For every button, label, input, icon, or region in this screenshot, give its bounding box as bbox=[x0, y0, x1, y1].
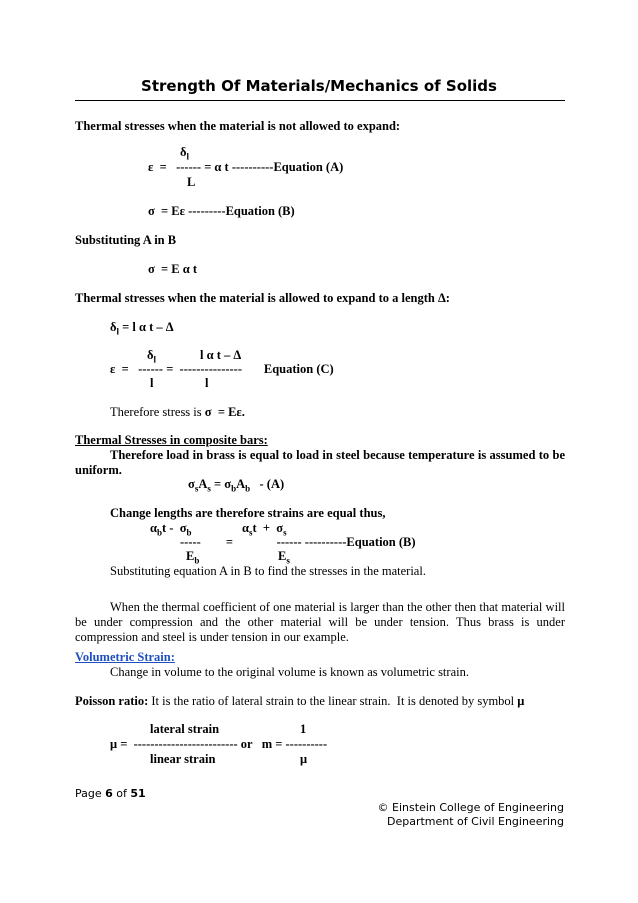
volumetric-heading: Volumetric Strain: bbox=[75, 650, 175, 664]
volumetric-text: Change in volume to the original volume is known as volumetric strain. bbox=[110, 665, 469, 679]
footer-college: © Einstein College of Engineering bbox=[377, 801, 564, 814]
eqB2-den-right: $E_s$ bbox=[278, 549, 290, 566]
eqB2-top-left: $\alpha_bt - \sigma_b$ bbox=[150, 521, 192, 538]
mu-bot-right: μ bbox=[300, 752, 308, 766]
eqC-denominator-1: l bbox=[150, 376, 154, 390]
eqB2-den-left: $E_b$ bbox=[186, 549, 200, 566]
eqC-denominator-2: l bbox=[205, 376, 209, 390]
mu-equation: μ = ------------------------- or m = ---------- bbox=[110, 737, 328, 751]
sAs-equation: $\sigma_sA_s = \sigma_bA_b - (A)$ bbox=[188, 477, 285, 494]
equation-b2: ----- = ------ ----------Equation (B) bbox=[180, 535, 416, 549]
equation-a: ε = ------ = α t ----------Equation (A) bbox=[148, 160, 344, 174]
eqC-numerator-2: l α t – Δ bbox=[200, 348, 242, 362]
page-header-title: Strength Of Materials/Mechanics of Solids bbox=[141, 77, 497, 95]
heading-not-allowed: Thermal stresses when the material is not allowed to expand: bbox=[75, 119, 401, 133]
equation-b: σ = Eε ---------Equation (B) bbox=[148, 204, 295, 218]
equation-c: ε = ------ = --------------- Equation (C) bbox=[110, 362, 334, 376]
footer-department: Department of Civil Engineering bbox=[386, 815, 564, 828]
composite-paragraph: Therefore load in brass is equal to load in steel because temperature is assumed to be uniform. bbox=[75, 448, 565, 477]
mu-top-right: 1 bbox=[300, 722, 307, 736]
page-number: Page 6 of 51 bbox=[75, 787, 146, 800]
composite-heading: Thermal Stresses in composite bars: bbox=[75, 433, 268, 447]
heading-allowed: Thermal stresses when the material is allowed to expand to a length Δ: bbox=[75, 291, 450, 305]
thermal-coeff-paragraph: When the thermal coefficient of one material is larger than the other then that material will be under compression and the other material will be under tension. Thus brass is under compression and steel is under tension in our example. bbox=[75, 600, 565, 644]
mu-top-left: lateral strain bbox=[150, 722, 220, 736]
substituting-a-in-b: Substituting A in B bbox=[75, 233, 177, 247]
therefore-stress: Therefore stress is σ = Eε. bbox=[110, 405, 245, 419]
eqB2-top-right: $\alpha_st + \sigma_s$ bbox=[242, 521, 287, 538]
mu-bot-left: linear strain bbox=[150, 752, 216, 766]
delta-l-equation: $\delta_l = l$ α t – Δ bbox=[110, 320, 174, 337]
eqA-denominator: L bbox=[187, 175, 196, 189]
poisson-ratio: Poisson ratio: It is the ratio of lateral strain to the linear strain. It is denoted by symbol μ bbox=[75, 694, 525, 708]
eqC-numerator-1: $\delta_l$ bbox=[147, 348, 157, 365]
substituting-stress: Substituting equation A in B to find the stresses in the material. bbox=[110, 564, 426, 578]
header-rule bbox=[75, 100, 565, 101]
eqA-numerator: $\delta_l$ bbox=[180, 145, 190, 162]
change-lengths: Change lengths are therefore strains are equal thus, bbox=[110, 506, 386, 520]
sigma-eat: σ = E α t bbox=[148, 262, 198, 276]
